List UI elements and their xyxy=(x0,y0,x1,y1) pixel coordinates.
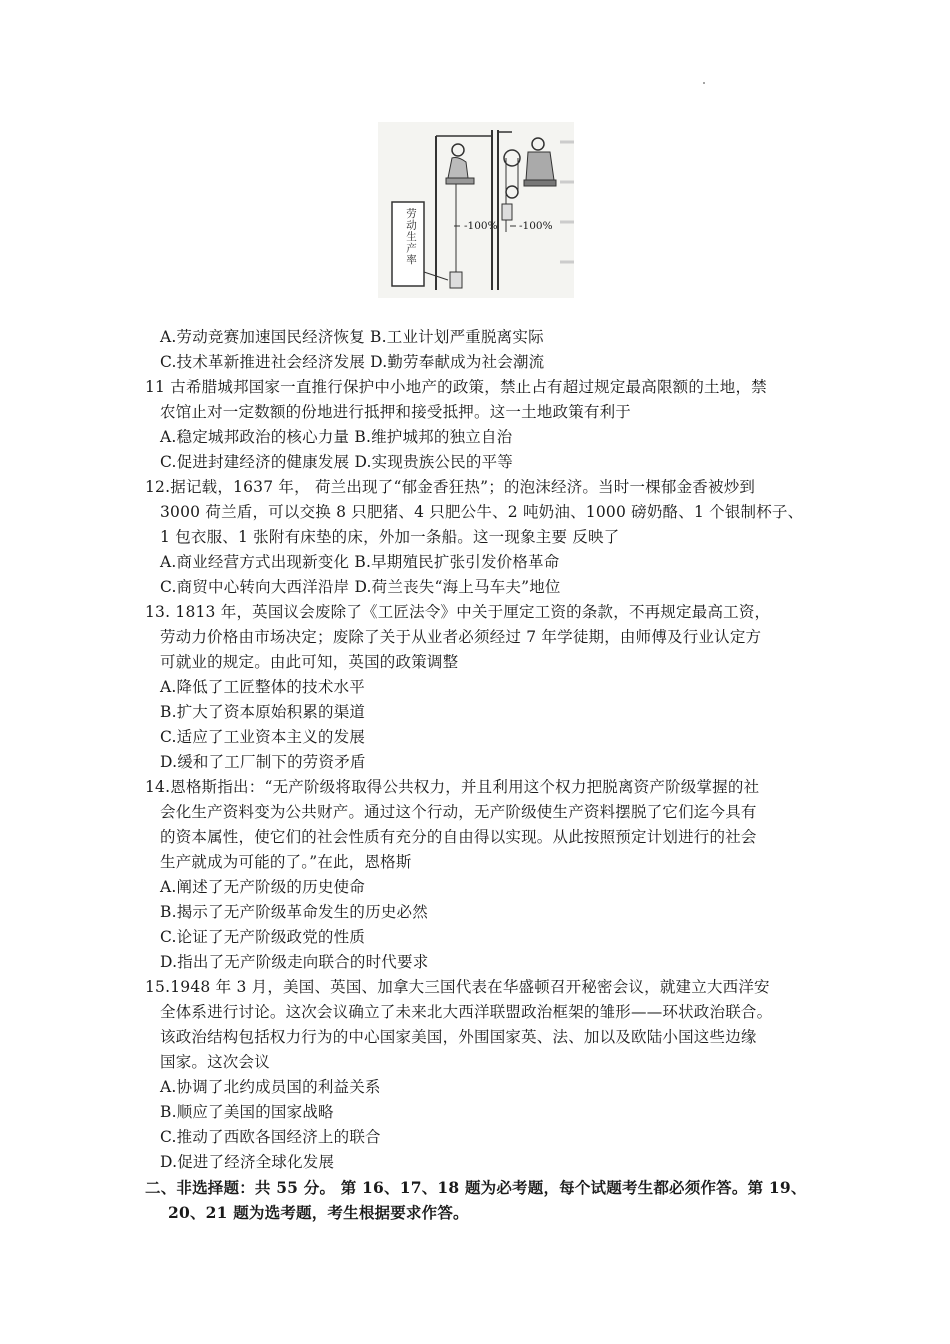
q14-stem-line-2: 会化生产资料变为公共财产。通过这个行动，无产阶级使生产资料摆脱了它们迄今具有 xyxy=(160,803,757,821)
left-percent-marker: -100% xyxy=(464,220,498,232)
q10-option-ab: A.劳动竞赛加速国民经济恢复 B.工业计划严重脱离实际 xyxy=(160,328,544,346)
q13-option-a: A.降低了工匠整体的技术水平 xyxy=(160,678,365,696)
q12-stem-line-3: 1 包衣服、1 张附有床垫的床，外加一条船。这一现象主要 反映了 xyxy=(160,528,620,546)
q13-option-b: B.扩大了资本原始积累的渠道 xyxy=(160,703,366,721)
q15-stem-line-3: 该政治结构包括权力行为的中心国家美国，外围国家英、法、加以及欧陆小国这些边缘 xyxy=(160,1028,757,1046)
q15-stem-line-4: 国家。这次会议 xyxy=(160,1053,270,1071)
q14-stem-line-3: 的资本属性，使它们的社会性质有充分的自由得以实现。从此按照预定计划进行的社会 xyxy=(160,828,757,846)
q13-stem-line-1: 13. 1813 年，英国议会废除了《工匠法令》中关于厘定工资的条款，不再规定最高工资， xyxy=(145,603,771,621)
q14-option-a: A.阐述了无产阶级的历史使命 xyxy=(160,878,365,896)
productivity-label: 劳动生产率 xyxy=(405,208,417,266)
q14-option-b: B.揭示了无产阶级革命发生的历史必然 xyxy=(160,903,428,921)
q13-stem-line-3: 可就业的规定。由此可知，英国的政策调整 xyxy=(160,653,459,671)
q14-option-d: D.指出了无产阶级走向联合的时代要求 xyxy=(160,953,429,971)
q11-option-ab: A.稳定城邦政治的核心力量 B.维护城邦的独立自治 xyxy=(160,428,513,446)
q15-option-b: B.顺应了美国的国家战略 xyxy=(160,1103,334,1121)
q13-stem-line-2: 劳动力价格由市场决定；废除了关于从业者必须经过 7 年学徒期，由师傅及行业认定方 xyxy=(160,628,762,646)
section2-heading-line-2: 20、21 题为选考题，考生根据要求作答。 xyxy=(168,1203,469,1222)
q11-option-cd: C.促进封建经济的健康发展 D.实现贵族公民的平等 xyxy=(160,453,513,471)
q15-option-c: C.推动了西欧各国经济上的联合 xyxy=(160,1128,381,1146)
q15-option-d: D.促进了经济全球化发展 xyxy=(160,1153,335,1171)
q14-stem-line-4: 生产就成为可能的了。”在此，恩格斯 xyxy=(160,853,412,871)
q14-stem-line-1: 14.恩格斯指出：“无产阶级将取得公共权力，并且利用这个权力把脱离资产阶级掌握的社 xyxy=(145,778,760,796)
q15-stem-line-1: 15.1948 年 3 月，美国、英国、加拿大三国代表在华盛顿召开秘密会议，就建立大西洋安 xyxy=(145,978,770,996)
q11-stem-line-1: 11 古希腊城邦国家一直推行保护中小地产的政策，禁止占有超过规定最高限额的土地，禁 xyxy=(145,378,767,396)
section2-heading-line-1: 二、非选择题：共 55 分。 第 16、17、18 题为必考题，每个试题考生都必须作答。第 19、 xyxy=(145,1178,807,1197)
q10-option-cd: C.技术革新推进社会经济发展 D.勤劳奉献成为社会潮流 xyxy=(160,353,545,371)
q15-stem-line-2: 全体系进行讨论。这次会议确立了未来北大西洋联盟政治框架的雏形——环状政治联合。 xyxy=(160,1003,773,1021)
q13-option-c: C.适应了工业资本主义的发展 xyxy=(160,728,366,746)
q12-option-cd: C.商贸中心转向大西洋沿岸 D.荷兰丧失“海上马车夫”地位 xyxy=(160,578,561,596)
q11-stem-line-2: 农馆止对一定数额的份地进行抵押和接受抵押。这一土地政策有利于 xyxy=(160,403,632,421)
scan-dot xyxy=(703,82,705,84)
q15-option-a: A.协调了北约成员国的利益关系 xyxy=(160,1078,381,1096)
q12-stem-line-2: 3000 荷兰盾，可以交换 8 只肥猪、4 只肥公牛、2 吨奶油、1000 磅奶酪、1 个银制杯子、 xyxy=(160,503,804,521)
q12-option-ab: A.商业经营方式出现新变化 B.早期殖民扩张引发价格革命 xyxy=(160,553,560,571)
right-percent-marker: -100% xyxy=(519,220,553,232)
q14-option-c: C.论证了无产阶级政党的性质 xyxy=(160,928,366,946)
labor-productivity-cartoon xyxy=(378,122,574,298)
q13-option-d: D.缓和了工厂制下的劳资矛盾 xyxy=(160,753,366,771)
q12-stem-line-1: 12.据记载，1637 年， 荷兰出现了“郁金香狂热”；的泡沫经济。当时一棵郁金香被炒到 xyxy=(145,478,756,496)
